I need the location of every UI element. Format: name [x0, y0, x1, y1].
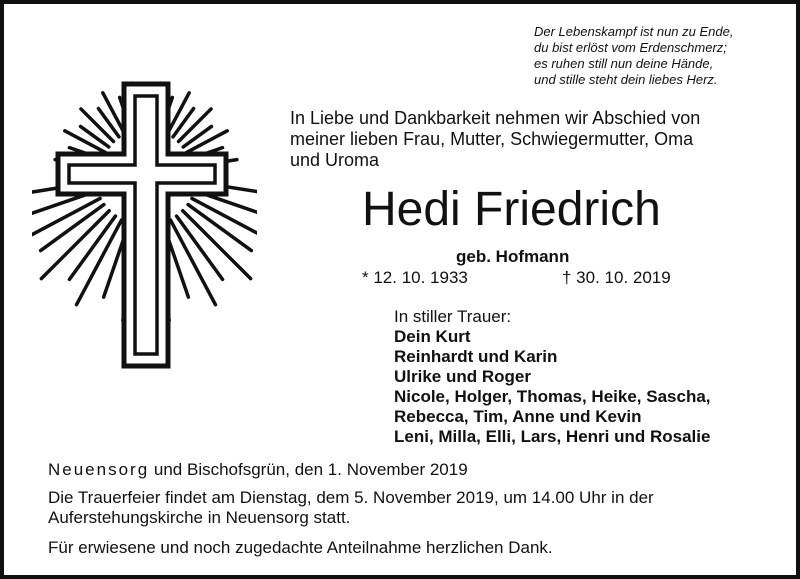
mourners-heading: In stiller Trauer:: [394, 307, 512, 326]
mourner-entry: Nicole, Holger, Thomas, Heike, Sascha,: [394, 387, 711, 406]
ray-line: [81, 126, 109, 147]
intro-line: In Liebe und Dankbarkeit nehmen wir Abschied von: [290, 108, 701, 128]
funeral-info: [48, 488, 768, 528]
maiden-name: geb. Hofmann: [456, 247, 570, 266]
mourner-entry: Reinhardt und Karin: [394, 347, 558, 366]
intro-line: und Uroma: [290, 150, 380, 170]
place-name: Neuensorg: [48, 460, 150, 479]
ray-line: [173, 109, 194, 137]
cross-with-rays-icon: [32, 66, 257, 378]
birth-date: * 12. 10. 1933: [362, 268, 468, 287]
mourner-entry: Ulrike und Roger: [394, 367, 531, 386]
poem-line: und stille steht dein liebes Herz.: [534, 72, 718, 87]
funeral-line: Auferstehungskirche in Neuensorg statt.: [48, 508, 351, 527]
place-date-line: [48, 460, 768, 480]
mourner-entry: Dein Kurt: [394, 327, 471, 346]
footer: [48, 460, 768, 558]
mourners-list: [394, 307, 774, 447]
ray-line: [32, 198, 100, 243]
thanks-line: Für erwiesene und noch zugedachte Anteilnahme herzlichen Dank.: [48, 538, 553, 557]
ray-line: [98, 109, 119, 137]
mourner-entry: Rebecca, Tim, Anne und Kevin: [394, 407, 642, 426]
poem-line: Der Lebenskampf ist nun zu Ende,: [534, 24, 734, 39]
ray-line: [192, 198, 257, 243]
poem-line: du bist erlöst vom Erdenschmerz;: [534, 40, 727, 55]
ray-line: [183, 126, 211, 147]
funeral-line: Die Trauerfeier findet am Dienstag, dem 5. November 2019, um 14.00 Uhr in der: [48, 488, 654, 507]
poem-line: es ruhen still nun deine Hände,: [534, 56, 714, 71]
intro-text: [290, 108, 770, 171]
place-date: und Bischofsgrün, den 1. November 2019: [149, 460, 468, 479]
death-date: † 30. 10. 2019: [562, 268, 671, 287]
deceased-name: Hedi Friedrich: [362, 183, 661, 236]
poem: [534, 24, 784, 88]
intro-line: meiner lieben Frau, Mutter, Schwiegermutter, Oma: [290, 129, 694, 149]
mourner-entry: Leni, Milla, Elli, Lars, Henri und Rosalie: [394, 427, 711, 446]
